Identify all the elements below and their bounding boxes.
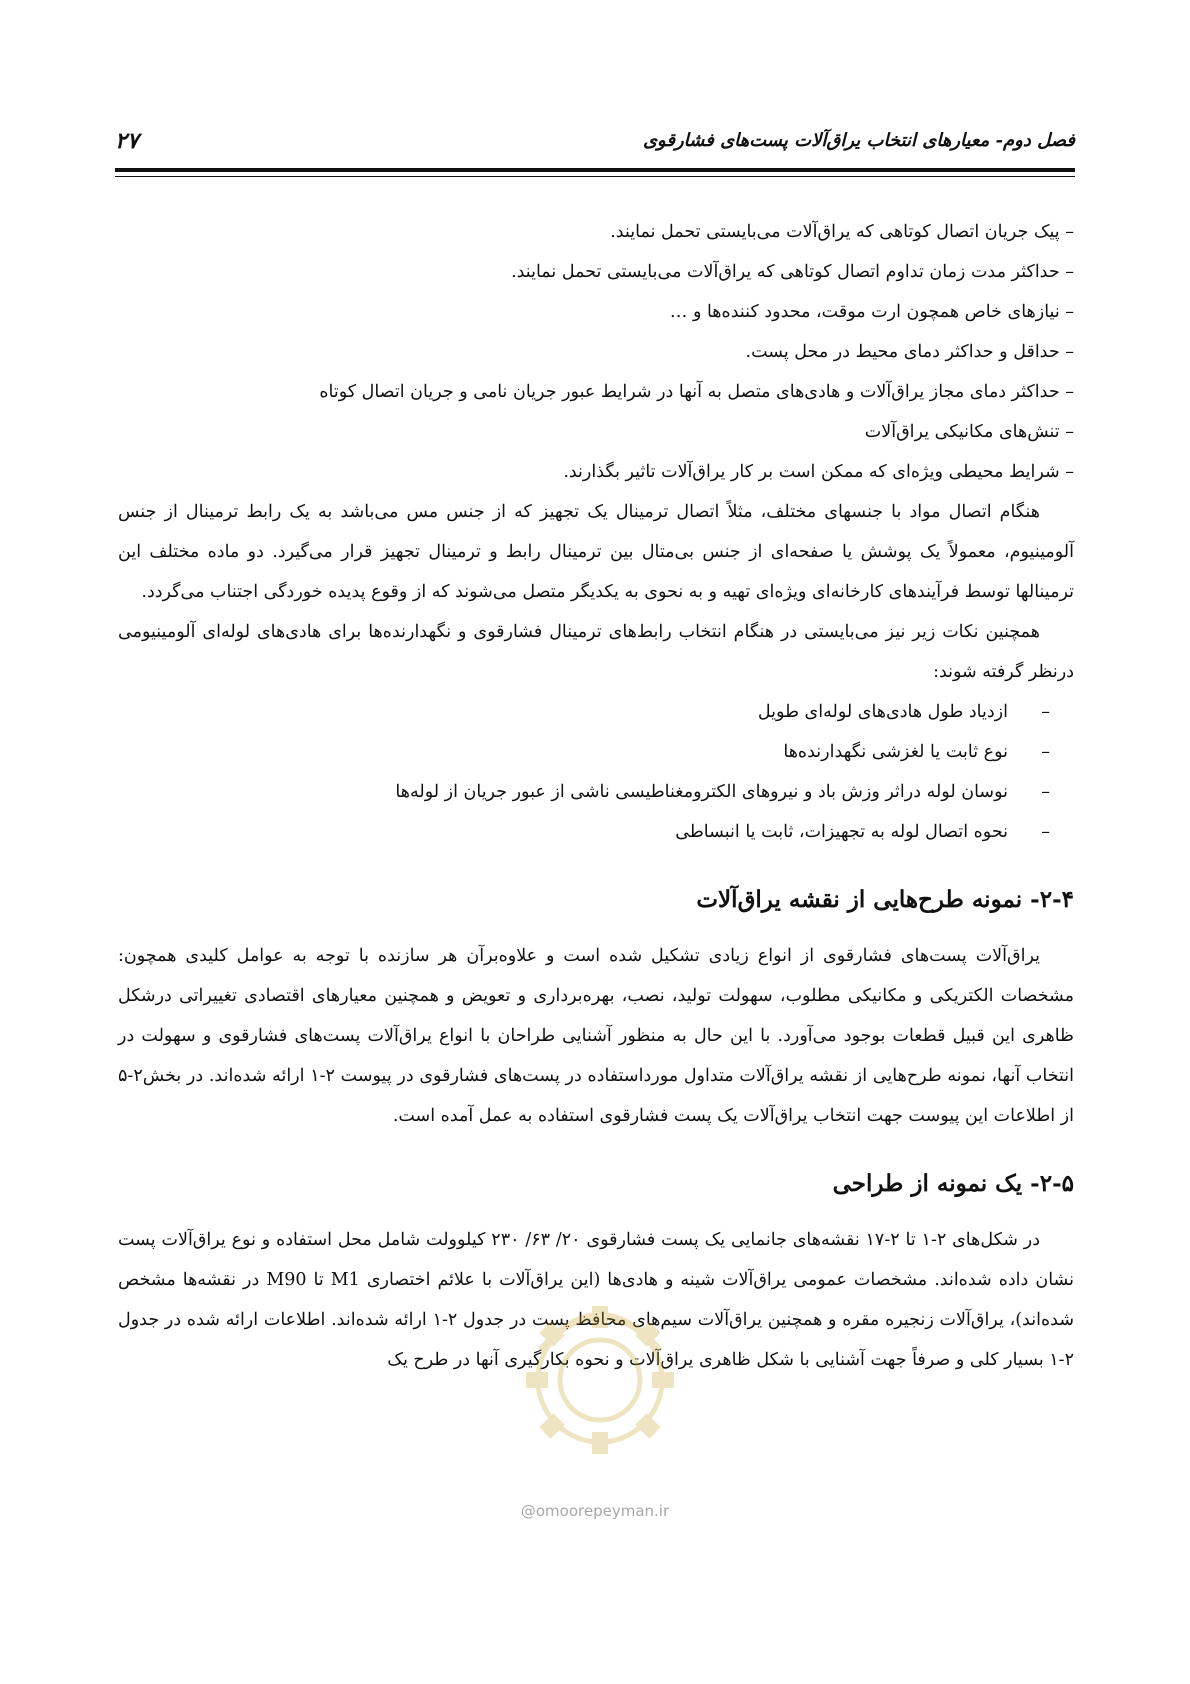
list-dash: – [1041,822,1050,842]
list-dash: – [1041,742,1050,762]
spacer [118,922,1074,936]
spacer [118,1206,1074,1220]
paragraph-dissimilar-metals: هنگام اتصال مواد با جنسهای مختلف، مثلاً اتصال ترمینال یک تجهیز که از جنس مس می‌باشد به یک رابط ترمینال از جنس آلومینیوم، معمولاً یک پوشش یا صفحه‌ای از جنس بی‌متال بین ترمینال رابط و ترمینال تجهیز قرار می‌گیرد. دو ماده مختلف این ترمینالها توسط فرآیندهای کارخانه‌ای ویژه‌ای تهیه و به نحوی به یکدیگر متصل می‌شوند که از وقوع پدیده خوردگی اجتناب می‌گردد. [118,502,1074,602]
list-dash: – [1041,782,1050,802]
list-item-text: نحوه اتصال لوله به تجهیزات، ثابت یا انبساطی [675,822,1008,842]
list-item: – پیک جریان اتصال کوتاهی که یراق‌آلات می‌بایستی تحمل نمایند. [610,222,1074,242]
paragraph-section-2-4: یراق‌آلات پست‌های فشارقوی از انواع زیادی تشکیل شده است و علاوه‌برآن هر سازنده با توجه به عوامل کلیدی همچون: مشخصات الکتریکی و مکانیکی مطلوب، سهولت تولید، نصب، بهره‌برداری و تعویض و همچنین معیارهای اقتصادی تغییراتی درشکل ظاهری این قبیل قطعات بوجود می‌آورد. با این حال به منظور آشنایی طراحان با انواع یراق‌آلات پست‌های فشارقوی و سهولت در انتخاب آنها، نمونه طرح‌هایی از نقشه یراق‌آلات متداول مورداستفاده در پست‌های فشارقوی در پیوست ۲-۱ ارائه شده‌اند. در بخش۲-۵ از اطلاعات این پیوست جهت انتخاب یراق‌آلات یک پست فشارقوی استفاده به عمل آمده است. [118,946,1075,1126]
spacer [118,1136,1074,1162]
main-content [118,212,1074,1380]
list-item: – حداکثر دمای مجاز یراق‌آلات و هادی‌های متصل به آنها در شرایط عبور جریان نامی و جریان اتصال کوتاه [319,382,1074,402]
section-heading-2-4: ۲-۴- نمونه طرح‌هایی از نقشه یراق‌آلات [696,886,1074,913]
section-heading-2-5: ۲-۵- یک نمونه از طراحی [832,1170,1074,1197]
spacer [118,852,1074,878]
list-item [118,772,1050,812]
running-header [115,128,1075,158]
consideration-list [118,692,1074,852]
header-rule-thick [115,168,1075,172]
list-dash: – [1041,702,1050,722]
list-item: – نیازهای خاص همچون ارت موقت، محدود کننده‌ها و … [669,302,1074,322]
list-item [118,692,1050,732]
page-number: ۲۷ [115,128,139,154]
paragraph-section-2-5: در شکل‌های ۲-۱ تا ۲-۱۷ نقشه‌های جانمایی یک پست فشارقوی ۲۰/ ۶۳/ ۲۳۰ کیلوولت شامل محل استفاده و نوع یراق‌آلات پست نشان داده شده‌اند. مشخصات عمومی یراق‌آلات شینه و هادی‌ها (این یراق‌آلات با علائم اختصاری M1 تا M90 در نقشه‌ها مشخص شده‌اند)، یراق‌آلات زنجیره مقره و همچنین یراق‌آلات سیم‌های محافظ پست در جدول ۲-۱ ارائه شده‌اند. اطلاعات ارائه شده در جدول ۲-۱ بسیار کلی و صرفاً جهت آشنایی با شکل ظاهری یراق‌آلات و نحوه بکارگیری آنها در طرح یک [118,1230,1075,1370]
chapter-title: فصل دوم- معیارهای انتخاب یراق‌آلات پست‌های فشارقوی [642,130,1075,151]
list-item [118,812,1050,852]
header-rule-thin [115,176,1075,177]
watermark-url: @omoorepeyman.ir [520,1502,670,1520]
list-item: – تنش‌های مکانیکی یراق‌آلات [864,422,1074,442]
list-item: – حداقل و حداکثر دمای محیط در محل پست. [745,342,1074,362]
list-item-text: ازدیاد طول هادی‌های لوله‌ای طویل [757,702,1008,722]
paragraph-tubular-conductors: همچنین نکات زیر نیز می‌بایستی در هنگام انتخاب رابط‌های ترمینال فشارقوی و نگهدارنده‌ها برای هادی‌های لوله‌ای آلومینیومی درنظر گرفته شوند: [118,622,1074,682]
list-item-text: نوع ثابت یا لغزشی نگهدارنده‌ها [783,742,1008,762]
list-item: – حداکثر مدت زمان تداوم اتصال کوتاهی که یراق‌آلات می‌بایستی تحمل نمایند. [511,262,1074,282]
list-item: – شرایط محیطی ویژه‌ای که ممکن است بر کار یراق‌آلات تاثیر بگذارند. [563,462,1074,482]
list-item-text: نوسان لوله دراثر وزش باد و نیروهای الکترومغناطیسی ناشی از عبور جریان از لوله‌ها [395,782,1008,802]
list-item [118,732,1050,772]
